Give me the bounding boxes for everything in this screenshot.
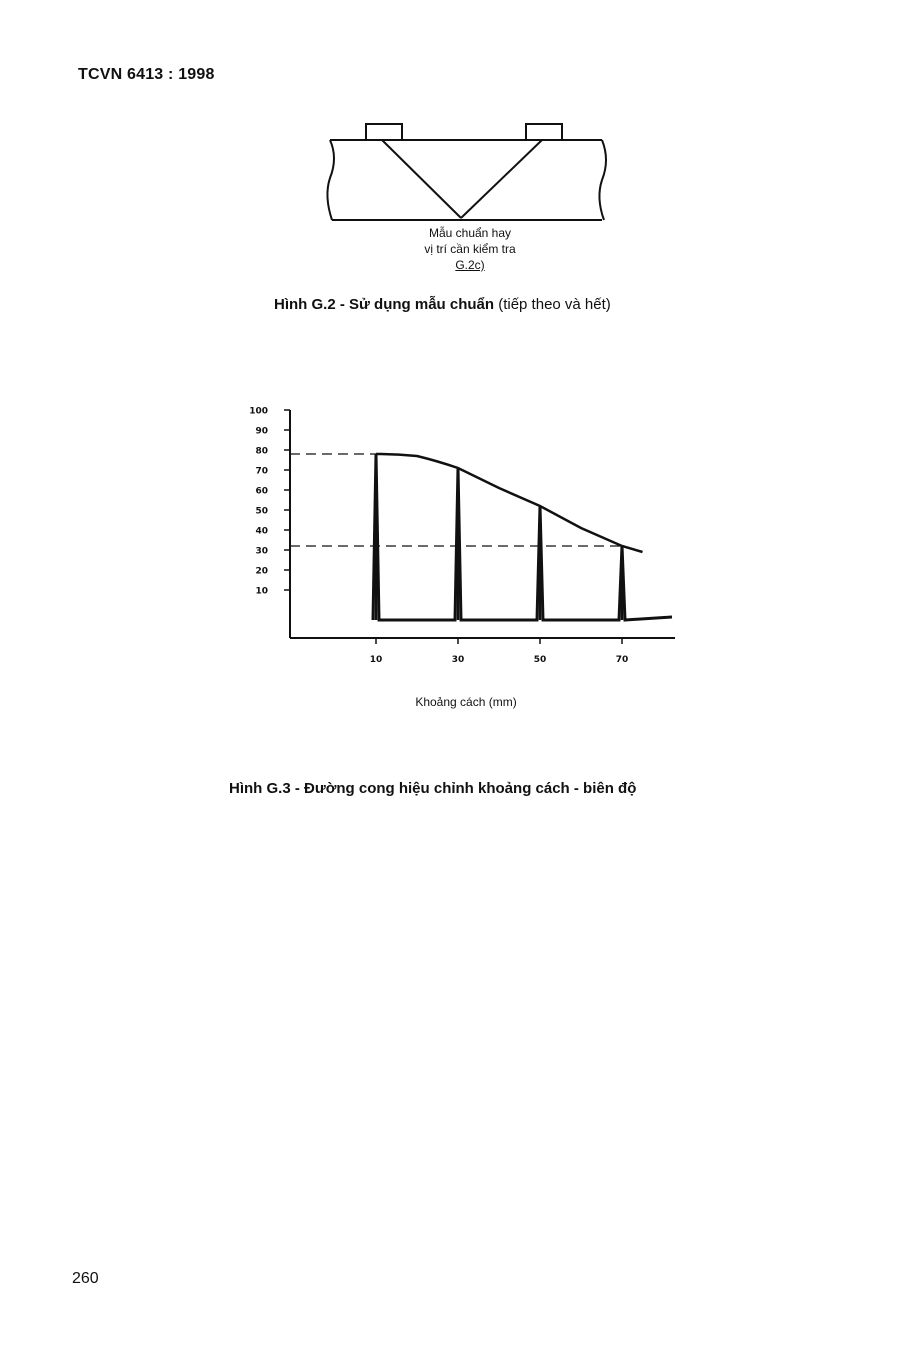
- transducer-right: [526, 124, 562, 140]
- y-tick-label: 90: [255, 426, 268, 437]
- block-right-break: [599, 140, 606, 220]
- x-tick-label: 30: [451, 655, 465, 665]
- block-left-break: [327, 140, 334, 220]
- y-tick-label: 20: [255, 566, 268, 577]
- beam-path-right: [461, 140, 542, 218]
- y-tick-label: 40: [255, 526, 268, 537]
- y-tick-label: 50: [255, 506, 268, 517]
- chart-x-axis-label: Khoảng cách (mm): [415, 695, 517, 709]
- dac-curve: [376, 454, 643, 552]
- x-tick-label: 50: [533, 655, 547, 665]
- document-header: TCVN 6413 : 1998: [78, 66, 215, 83]
- transducer-left: [366, 124, 402, 140]
- figure-g2-label-line2: vị trí cần kiểm tra: [424, 242, 516, 256]
- y-tick-label: 30: [255, 546, 268, 557]
- figure-g3-caption: Hình G.3 - Đường cong hiệu chỉnh khoảng cách - biên độ: [229, 780, 637, 797]
- page-number: 260: [72, 1270, 99, 1287]
- y-tick-label: 60: [255, 486, 268, 497]
- figure-g2-caption-normal: (tiếp theo và hết): [494, 296, 611, 313]
- y-tick-label: 70: [255, 466, 268, 477]
- beam-path-left: [382, 140, 461, 218]
- y-tick-label: 100: [249, 406, 268, 417]
- y-tick-label: 10: [255, 586, 268, 597]
- dac-chart: [230, 400, 690, 730]
- figure-g2-label-line1: Mẫu chuẩn hay: [428, 226, 512, 240]
- x-tick-label: 70: [615, 655, 629, 665]
- y-tick-label: 80: [255, 446, 268, 457]
- reference-block-diagram: [310, 118, 630, 228]
- echo-signal-trace: [373, 454, 672, 620]
- figure-g2-diagram: [310, 118, 630, 288]
- x-tick-label: 10: [369, 655, 383, 665]
- figure-g2-caption-bold: Hình G.2 - Sử dụng mẫu chuẩn: [274, 296, 495, 313]
- figure-g2-label-line3: G.2c): [455, 258, 485, 272]
- figure-g2-caption: [274, 296, 611, 313]
- dac-chart-svg: [230, 400, 690, 690]
